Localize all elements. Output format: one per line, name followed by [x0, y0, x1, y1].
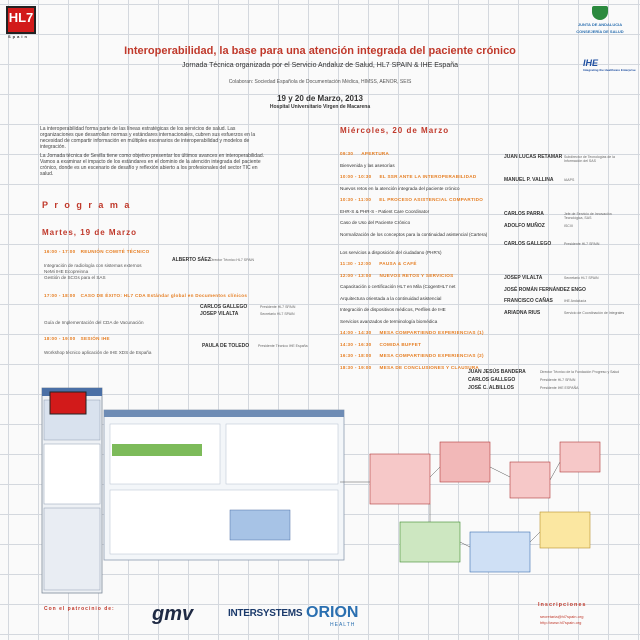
junta-andalucia-logo: [575, 6, 625, 38]
ihe-logo: [583, 58, 636, 72]
orion-logo-sub: HEALTH: [330, 622, 356, 628]
tue-s3-line: Guía de Implementación del CDA de Vacunación: [44, 320, 144, 325]
tue-s3-title: SESIÓN IHE: [80, 336, 110, 341]
tue-s1-line-1: Integración de radiología con sistemas externos: [44, 263, 142, 268]
wednesday-heading: Miércoles, 20 de Marzo: [340, 126, 450, 135]
hl7-logo: [6, 6, 36, 34]
tue-s1-line-2: NeMi IHE Ecopreinna: [44, 269, 89, 274]
wed-row-time: 12:00 - 13:00: [340, 272, 372, 278]
wed-row-text: Bienvenida y las asesorías: [340, 162, 395, 168]
wed-row-speaker: ARIADNA RIUS: [504, 309, 541, 316]
wed-row-text: Caso de Uso del Paciente Crónico: [340, 220, 411, 225]
collaborators: Colaboran: Sociedad Española de Documentación Médica, HIMSS, AENOR, SEIS: [228, 79, 412, 85]
tue-s1-time: 16:00 - 17:00: [44, 249, 76, 254]
contact-email-link[interactable]: secretaria@hl7spain.org: [540, 614, 584, 619]
tue-session-2: [44, 293, 247, 298]
tue-s2-time: 17:00 - 18:00: [44, 293, 76, 298]
junta-shield-icon: [592, 6, 608, 20]
wed-row-time: 14:30 - 16:30: [340, 341, 372, 347]
wed-row-text: Integración de dispositivos médicos, Perfiles de IHE: [340, 307, 446, 312]
tue-s2-speaker-2: JOSEP VILALTA: [200, 311, 239, 317]
wed-row-time: 16:30 - 18:00: [340, 353, 372, 358]
hl7-logo-text: HL7: [8, 10, 34, 25]
tue-s3-role: Presidente Técnico IHE España: [258, 344, 308, 348]
wed-row-time: 11:30 - 12:00: [340, 261, 372, 266]
tue-s1-title: REUNIÓN COMITÉ TÉCNICO: [80, 249, 150, 254]
wed-row-time: 10:00 - 10:30: [340, 174, 372, 179]
tue-s2-title: CASO DE ÉXITO: HL7 CDA Estándar global en Documentos clínicos: [80, 293, 248, 298]
wed-row-title: APERTURA: [361, 151, 390, 156]
page-subtitle: Jornada Técnica organizada por el Servicio Andaluz de Salud, HL7 SPAIN & IHE España: [181, 62, 458, 69]
tuesday-heading: Martes, 19 de Marzo: [42, 228, 138, 237]
wed-row-text: Los servicios a disposición del ciudadano (PHR's): [340, 249, 442, 255]
event-venue: Hospital Universitario Virgen de Macarena: [269, 104, 371, 110]
contact-info: [540, 614, 583, 626]
wed-row-time: 09:30: [340, 151, 354, 156]
intro-text: [40, 126, 270, 180]
diagram-uml-boxes: [340, 442, 600, 572]
wed-row-speaker: JOSÉ ROMÁN FERNÁNDEZ ENGO: [504, 286, 586, 293]
programa-heading: P r o g r a m a: [42, 200, 132, 210]
wed-row: [340, 223, 630, 241]
sponsor-label: Con el patrocinio de:: [44, 606, 115, 612]
wed-row-title: MESA COMPARTIENDO EXPERIENCIAS (1): [379, 330, 484, 335]
wed-row-role: Jefe de Servicio de Innovación Tecnológica, SAS: [564, 212, 612, 220]
diagram-window-left: [42, 388, 102, 593]
tue-session-3: [44, 336, 110, 341]
gmv-logo: gmv: [152, 603, 194, 625]
tue-s1-line-3: Gestión de SCGs para el SAS: [44, 275, 106, 280]
intersystems-logo: INTERSYSTEMS: [228, 608, 303, 619]
junta-line1: JUNTA DE ANDALUCIA: [577, 22, 623, 27]
tue-s1-role: Director Técnico HL7 SPAIN: [210, 258, 255, 262]
wed-row-title: EL PROCESO ASISTENCIAL COMPARTIDO: [379, 197, 484, 202]
tue-s3-line-2: Workshop técnico aplicación de IHE XDS de España: [44, 350, 152, 355]
tue-s3-speaker: PAULA DE TOLEDO: [202, 343, 250, 349]
ihe-logo-text: IHE: [583, 58, 599, 68]
tue-s2-role-2: Secretario HL7 SPAIN: [260, 312, 295, 316]
wed-row-text: Capacitación o certificación HL7 en Mila (CogentHL7 net: [340, 284, 456, 289]
closing-role: Director Técnico de la Fundación Progreso y Salud: [540, 370, 620, 374]
inscripciones-label: Inscripciones: [538, 602, 587, 608]
wed-row-text: Nuevos retos en la atención integrada del paciente crónico: [340, 185, 460, 191]
wed-row-title: MESA COMPARTIENDO EXPERIENCIAS (2): [379, 353, 484, 358]
intro-paragraph-2: La Jornada técnica de Sevilla tiene como objetivo presentar los últimos avances en interoperabilidad. Vamos a examinar el impacto de los estándares en el dominio de la atención integrada del paciente crónico, donde es un escenario de desafío y reflexión abierto a los profesionales del sector TIC en salud.: [40, 153, 265, 177]
wed-row-title: MESA DE CONCLUSIONES Y CLAUSURA: [379, 364, 480, 370]
wed-row-speaker: JOSEP VILALTA: [504, 275, 543, 281]
wed-row-role: Servicio de Coordinación de Integrales: [564, 310, 625, 315]
wed-row-time: 10:30 - 11:00: [340, 197, 372, 202]
wed-row-speaker: CARLOS GALLEGO: [504, 240, 552, 247]
hl7-logo-sub: Spain: [8, 34, 29, 39]
wed-row-role: ISCIII: [564, 223, 573, 228]
wed-row-role: Secretario HL7 SPAIN: [564, 276, 599, 280]
wed-row-speaker: JUAN LUCAS RETAMAR: [504, 153, 563, 160]
tue-s2-role-1: Presidente HL7 SPAIN: [260, 305, 296, 309]
tue-session-1: [44, 249, 149, 254]
wed-row-text: Arquitectura orientada a la continuidad asistencial: [340, 295, 442, 301]
wed-row-role: Presidente HL7 SPAIN: [564, 241, 600, 246]
ihe-logo-sub: Integrating the Healthcare Enterprise: [583, 68, 636, 72]
wed-row-text: Servicios avanzados de terminología biomédica: [340, 318, 438, 324]
wed-row-time: 18:30 - 19:00: [340, 364, 372, 370]
closing-role: Presidente HL7 SPAIN: [540, 378, 576, 382]
closing-role: Presidente IHE ESPAÑA: [540, 386, 579, 390]
tue-s2-speaker-1: CARLOS GALLEGO: [200, 304, 248, 310]
intro-paragraph-1: La interoperabilidad forma parte de las líneas estratégicas de los servicios de salud. Las organizaciones que desarrollan normas y estándares internacionales, cubren sus esfuerzos en la necesidad de compartir información en múltiples escenarios de interoperabilidad y modelos de integración.: [40, 126, 256, 150]
wed-row-time: 14:00 - 14:30: [340, 330, 372, 335]
diagram-window-middle: [104, 410, 344, 560]
closing-speaker: JOSÉ C. ALBILLOS: [468, 385, 514, 391]
tue-s3-time: 18:00 - 19:00: [44, 336, 76, 341]
wed-row-speaker: MANUEL P. VALLINA: [504, 176, 554, 183]
contact-web-link[interactable]: http://www.hl7spain.org: [540, 620, 582, 625]
wed-row-speaker: ADOLFO MUÑOZ: [504, 222, 545, 229]
wed-row-title: COMIDA BUFFET: [379, 341, 422, 347]
wed-row-text: EHR-S & PHR-S - Patient Care Coordinator: [340, 208, 430, 214]
tue-s1-speaker: ALBERTO SÁEZ: [172, 257, 211, 263]
orion-logo: ORION: [306, 604, 359, 621]
event-date: 19 y 20 de Marzo, 2013: [277, 94, 363, 103]
closing-speaker: CARLOS GALLEGO: [468, 377, 516, 383]
wed-row-title: PAUSA & CAFÉ: [379, 261, 417, 266]
junta-line2: CONSEJERÍA DE SALUD: [576, 29, 624, 34]
closing-speaker: JUAN JESÚS BANDERA: [468, 369, 526, 375]
wed-row-role: Subdirector de Tecnologías de la Información del SAS: [564, 154, 615, 163]
wed-row-role: IHE Andalucía: [564, 299, 587, 303]
wed-row-speaker: CARLOS PARRA: [504, 211, 544, 217]
wed-row-title: NUEVOS RETOS Y SERVICIOS: [379, 272, 454, 278]
wed-row-speaker: FRANCISCO CAÑAS: [504, 298, 553, 304]
wed-row-role: IAAPS: [564, 177, 575, 182]
wed-row-title: EL SSR ANTE LA INTEROPERABILIDAD: [379, 174, 477, 179]
page-title: Interoperabilidad, la base para una atención integrada del paciente crónico: [124, 45, 516, 57]
interoperability-diagram: [40, 382, 634, 595]
wed-row-text: Normalización de los conceptos para la continuidad asistencial (Cartera): [340, 231, 488, 237]
